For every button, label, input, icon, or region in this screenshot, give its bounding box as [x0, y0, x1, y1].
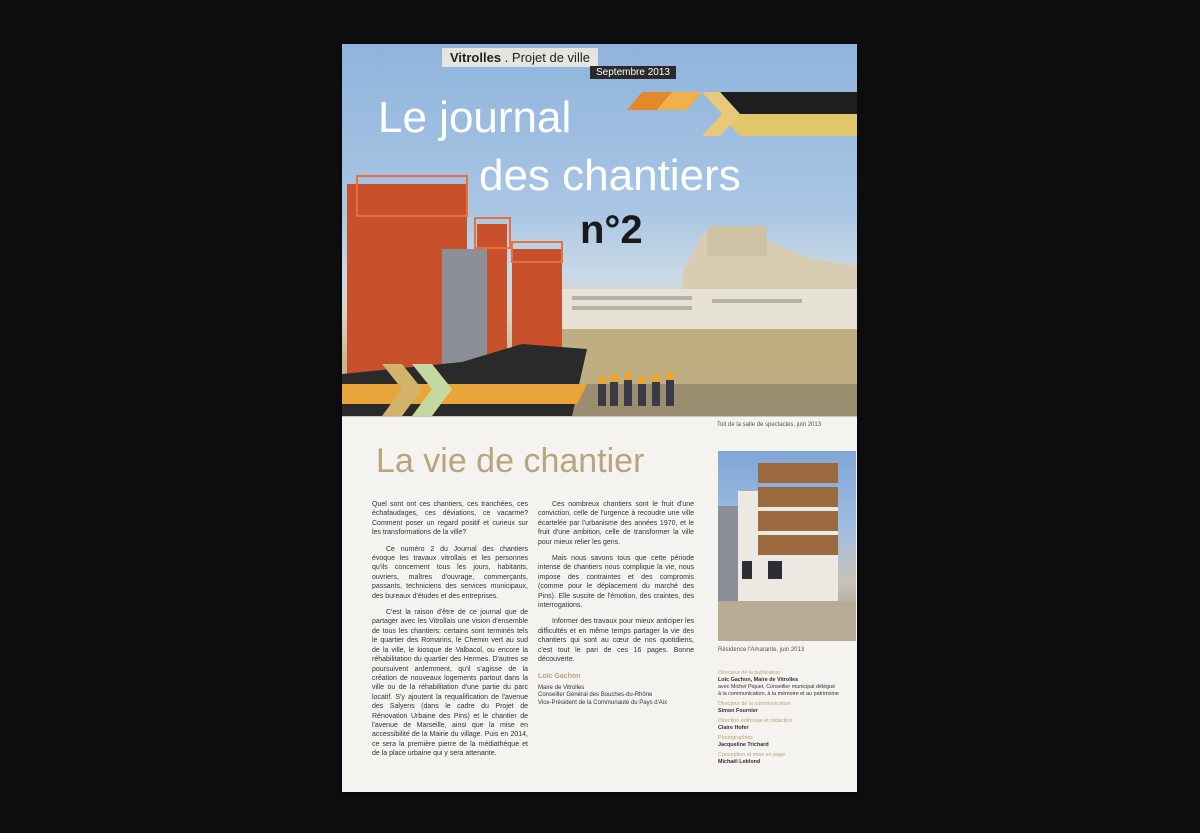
article-heading: La vie de chantier — [376, 442, 645, 480]
credit-title: Direction éditoriale et rédaction — [718, 718, 793, 724]
paragraph: Mais nous savons tous que cette période intense de chantiers nous complique la vie, nous impose des contraintes et des compromis (comme pour le déplacement du marché des Pins). Elle suscite de l'émotion, des craintes, des interrogations. — [538, 555, 694, 610]
credit-line: Loïc Gachon, Maire de Vitrolles — [718, 677, 799, 683]
credit-title: Directeur de la communication — [718, 701, 791, 707]
credits-block — [718, 670, 856, 766]
paragraph: Quel sont ont ces chantiers, ces tranchées, ces échafaudages, ces déviations, ce vacarme? Comment poser un regard positif et curieux sur les transformations de la ville? — [372, 501, 528, 537]
issue-number: n°2 — [580, 208, 643, 252]
signature-role: Maire de Vitrolles — [538, 684, 585, 691]
cover-title-line2: des chantiers — [479, 151, 741, 200]
signature-role: Conseiller Général des Bouches-du-Rhône — [538, 692, 653, 698]
cover-title-line1: Le journal — [378, 93, 572, 142]
credit-line: Claire Hofer — [718, 725, 749, 731]
article-column-1 — [372, 500, 528, 766]
paragraph: Ces nombreux chantiers sont le fruit d'une conviction, celle de l'urgence à recoudre une ville écartelée par l'urbanisme des années 1970, et le fruit d'une ambition, celle de transformer la ville pour mieux relier les gens. — [538, 501, 694, 546]
credit-title: Directeur de la publication — [718, 670, 781, 676]
journal-page — [342, 44, 857, 792]
paragraph: C'est la raison d'être de ce journal que de partager avec les Vitrollais une vision d'ensemble de tous les chantiers: certains sont terminés tels le quartier des Romarins, le Chemin vert au sud de la ville, le kiosque de Valbacol, ou encore la réhabilitation du quartier des Hermes. D'autres se poursuivent ardemment, qu'il s'agisse de la création de nouveaux logements partout dans la ville ou de la réhabilitation d'une partie du parc locatif. S'y ajoutent la requalification de l'avenue des Salyens (dans le cadre du Projet de Rénovation Urbaine des Pins) et le chantier de l'avenue de Marseille, ainsi que la mise en accessibilité de la Mairie du village. Puis en 2014, ce sera la première pierre de la médiathèque et de la place urbaine qui y sera attenante. — [372, 609, 528, 758]
masthead — [442, 48, 598, 67]
credit-line: Simon Fournier — [718, 708, 758, 714]
credit-title: Photographies — [718, 735, 753, 741]
credit-line: avec Michel Piquet, Conseiller municipal délégué — [718, 684, 836, 690]
signature-name: Loïc Gachon — [538, 673, 581, 680]
building-illustration — [718, 451, 856, 641]
masthead-section: Projet de ville — [511, 50, 590, 65]
masthead-brand: Vitrolles — [450, 50, 502, 65]
building-photo — [718, 451, 856, 641]
building-caption: Résidence l'Amarante, juin 2013 — [718, 647, 805, 653]
masthead-separator: . — [501, 50, 512, 65]
signature — [538, 673, 667, 707]
cover-caption: Toit de la salle de spectacles, juin 2013 — [717, 422, 822, 428]
fold-divider — [342, 416, 857, 417]
signature-role: Vice-Président de la Communauté du Pays d'Aix — [538, 699, 668, 706]
cover-photo — [342, 44, 857, 416]
credit-line: à la communication, à la mémoire et au patrimoine — [718, 691, 839, 697]
credit-title: Conception et mise en page — [718, 752, 786, 758]
article-column-2 — [538, 500, 694, 672]
paragraph: Ce numéro 2 du Journal des chantiers évoque les travaux vitrollais et les personnes qu'ils concernent tous les jours, habitants, ouvriers, maîtres d'ouvrage, commerçants, passants, techniciens des services municipaux, des bureaux d'études et des entreprises. — [372, 545, 528, 600]
credit-line: Jacqueline Trichard — [718, 742, 769, 748]
paragraph: Informer des travaux pour mieux anticiper les difficultés et en même temps partager la vie des chantiers qui sont au cœur de nos quotidiens, c'est tout le pari de ces 16 pages. Bonne découverte. — [538, 618, 694, 664]
credit-line: Michaël Leblond — [718, 759, 761, 765]
issue-date: Septembre 2013 — [590, 66, 676, 79]
